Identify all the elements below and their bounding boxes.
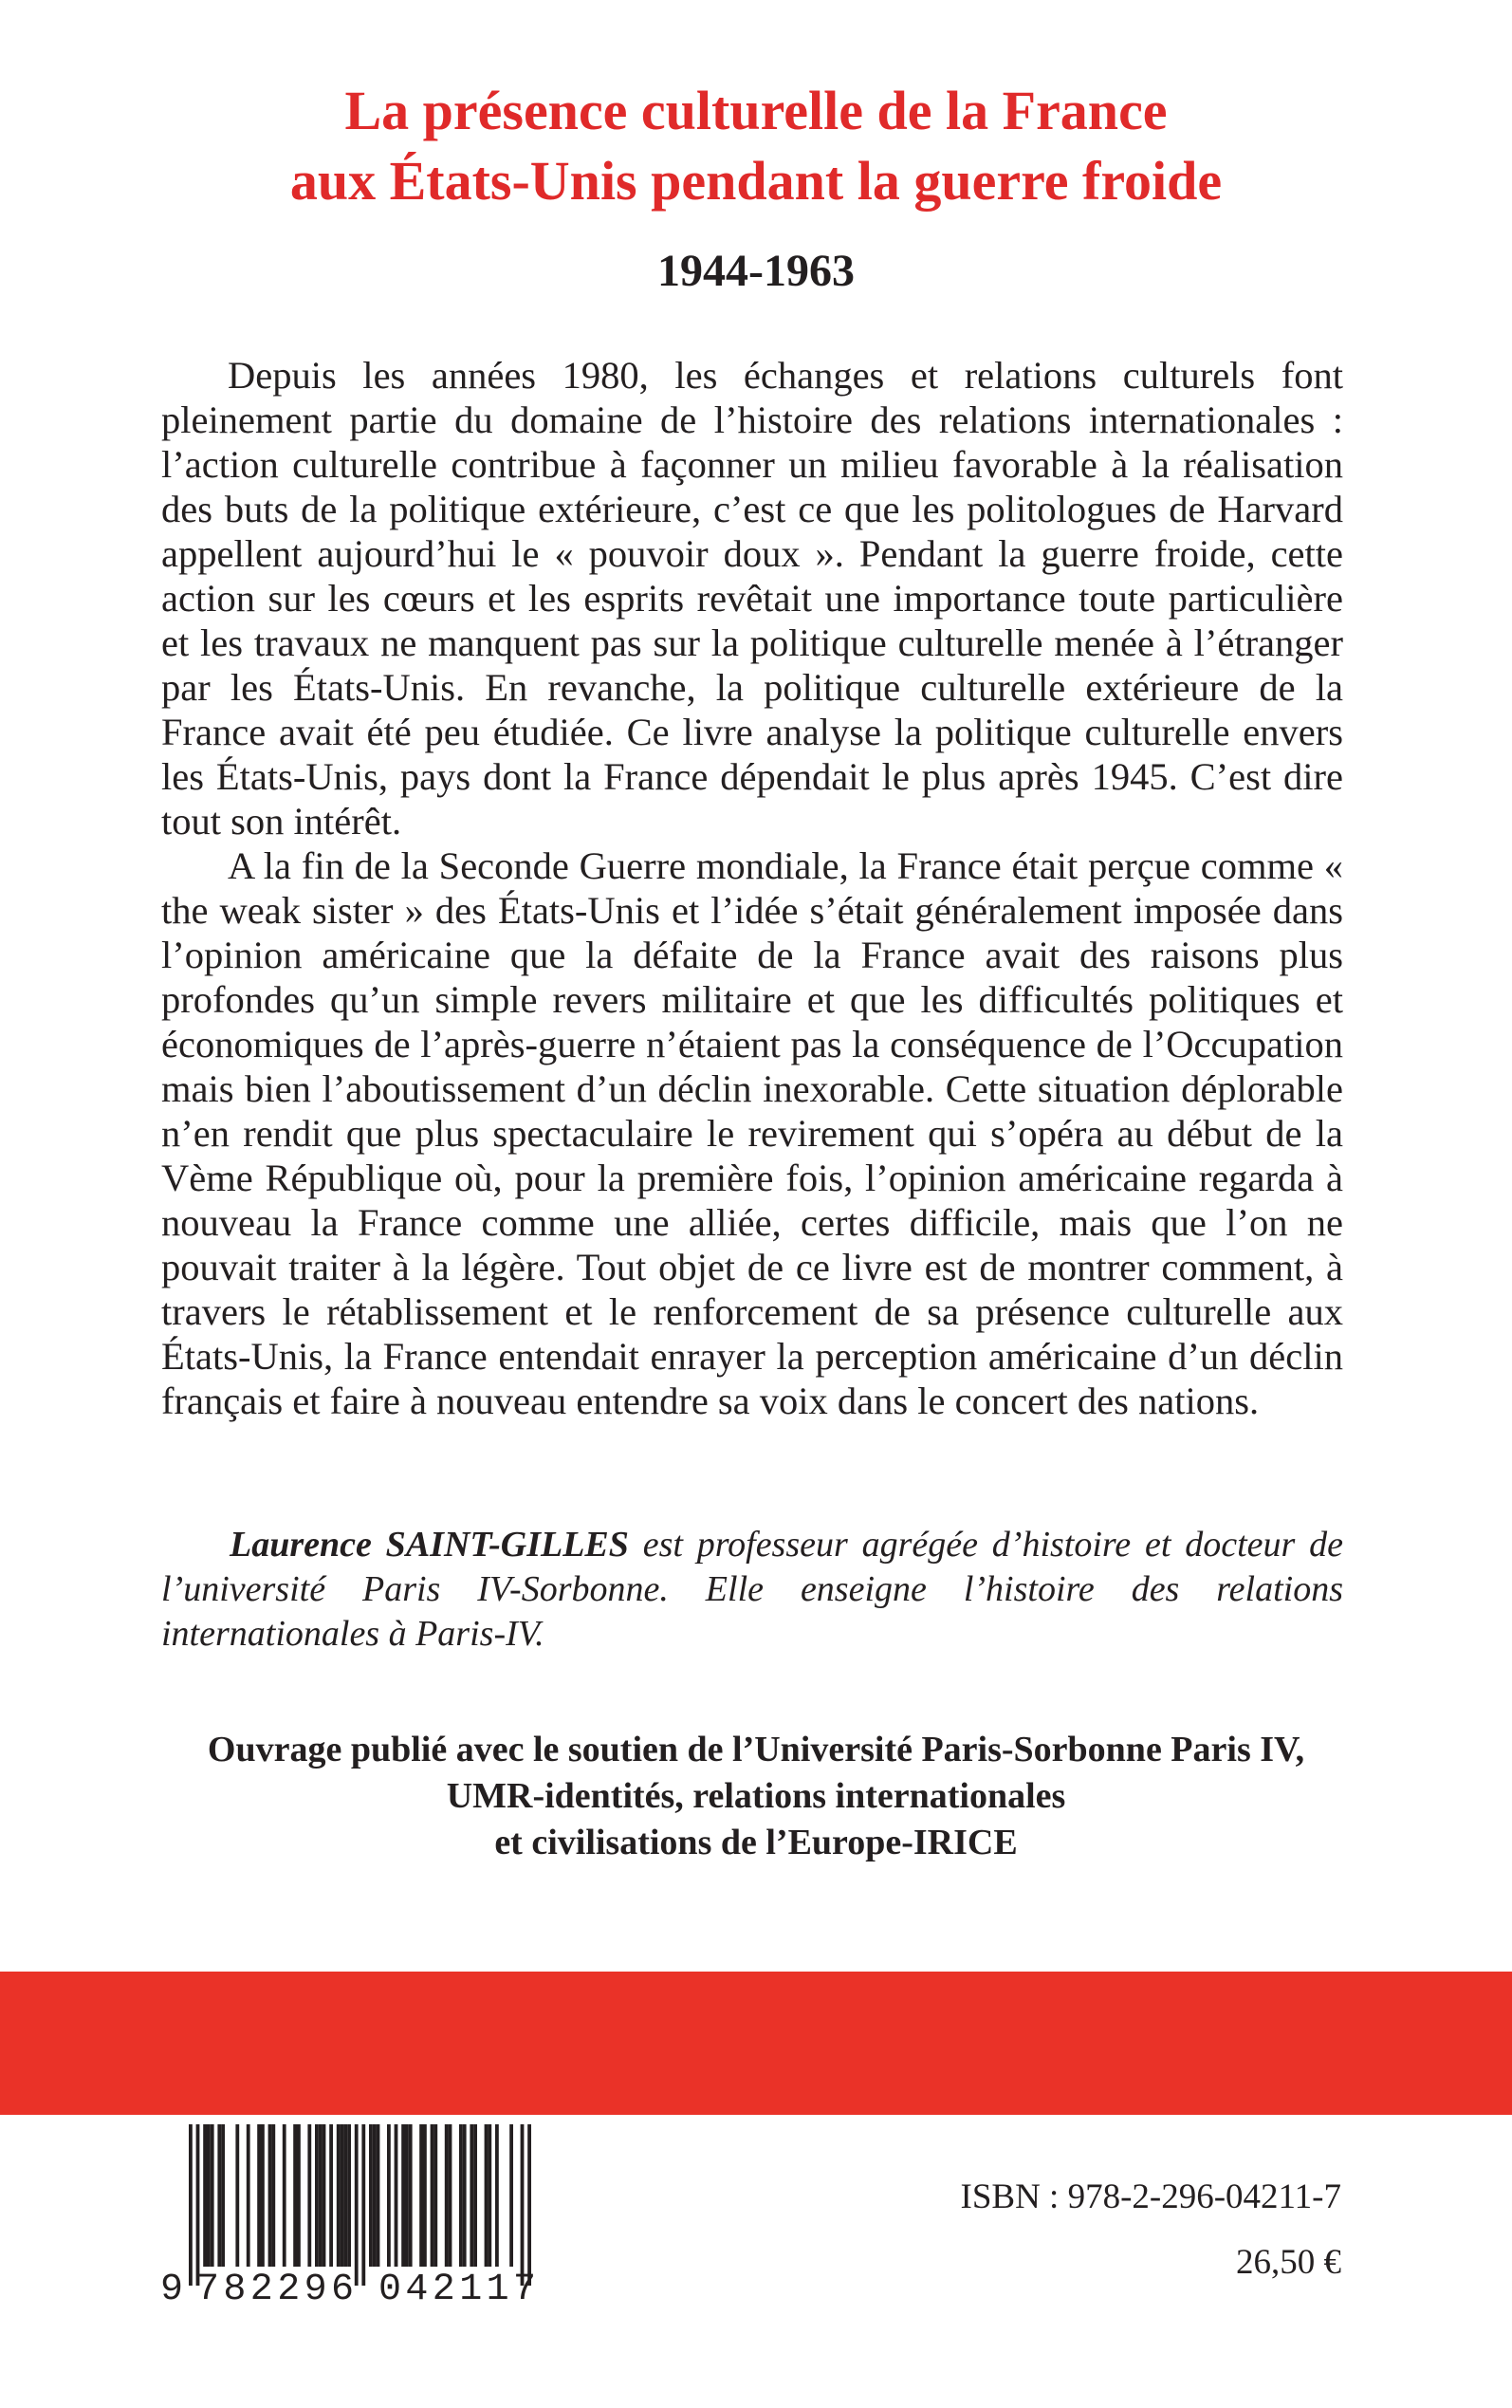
barcode-bar (329, 2124, 333, 2267)
barcode-bar (485, 2124, 489, 2267)
barcode-bar (445, 2124, 449, 2267)
barcode-bar (307, 2124, 311, 2267)
barcode-bar (196, 2124, 200, 2286)
barcode-bar (449, 2124, 452, 2267)
barcode-bar (283, 2124, 286, 2267)
barcode-bar (261, 2124, 265, 2267)
book-title-line-1: La présence culturelle de la France (344, 80, 1168, 141)
red-band (0, 1972, 1512, 2115)
barcode-bar (319, 2124, 323, 2267)
barcode-bar (433, 2124, 437, 2267)
barcode-left-digits: 782296 (196, 2269, 354, 2306)
barcode-bar (405, 2124, 409, 2267)
barcode-bar (297, 2124, 301, 2267)
barcode-bar (207, 2124, 211, 2267)
barcode-bar (373, 2124, 377, 2267)
barcode-bar (463, 2124, 467, 2267)
barcode-bar (459, 2124, 463, 2267)
barcode-bar (235, 2124, 239, 2267)
barcode-bar (419, 2124, 423, 2267)
barcode-bar (423, 2124, 427, 2267)
barcode-bar (509, 2124, 513, 2267)
barcode-bar (473, 2124, 477, 2267)
summary-paragraph-1: Depuis les années 1980, les échanges et relations culturels font pleinement partie du domaine de l’histoire des relations internationales : l’action culturelle contribue à façonner un milieu favorable à la réalisation des buts de la politique extérieure, c’est ce que les politologues de Harvard appellent aujourd’hui le « pouvoir doux ». Pendant la guerre froide, cette action sur les cœurs et les esprits revêtait une importance toute particulière et les travaux ne manquent pas sur la politique culturelle menée à l’étranger par les États-Unis. En revanche, la politique culturelle extérieure de la France avait été peu étudiée. Ce livre analyse la politique culturelle envers les États-Unis, pays dont la France dépendait le plus après 1945. C’est dire tout son intérêt. (161, 354, 1343, 843)
barcode-prefix-digit: 9 (160, 2269, 184, 2306)
barcode-bar (203, 2124, 207, 2267)
barcode-bar (377, 2124, 380, 2267)
barcode-bar (521, 2124, 525, 2286)
barcode-right-digits: 042117 (378, 2269, 536, 2306)
barcode-bar (211, 2124, 214, 2267)
barcode-bar (341, 2124, 344, 2267)
isbn: ISBN : 978-2-296-04211-7 (960, 2177, 1341, 2216)
barcode-bar (293, 2124, 297, 2267)
support-line-3: et civilisations de l’Europe-IRICE (494, 1823, 1018, 1862)
price: 26,50 € (1236, 2243, 1341, 2282)
barcode-bar (323, 2124, 326, 2267)
barcode-bar (369, 2124, 373, 2267)
barcode-bar (355, 2124, 359, 2286)
barcode-bar (527, 2124, 531, 2286)
barcode-bar (257, 2124, 261, 2267)
barcode-bar (488, 2124, 491, 2267)
barcode-bars (189, 2124, 531, 2286)
author-name: Laurence SAINT-GILLES (230, 1525, 629, 1565)
summary-paragraph-2: A la fin de la Seconde Guerre mondiale, la France était perçue comme « the weak sister » des États-Unis et l’idée s’était généralement imposée dans l’opinion américaine que la défaite de la France avait des raisons plus profondes qu’un simple revers militaire et que les difficultés politiques et économiques de l’après-guerre n’étaient pas la conséquence de l’Occupation mais bien l’aboutissement d’un déclin inexorable. Cette situation déplorable n’en rendit que plus spectaculaire le revirement qui s’opéra au début de la Vème République où, pour la première fois, l’opinion américaine regarda à nouveau la France comme une alliée, certes difficile, mais que l’on ne pouvait traiter à la légère. Tout objet de ce livre est de montrer comment, à travers le rétablissement et le renforcement de sa présence culturelle aux États-Unis, la France entendait enrayer la perception américaine d’un déclin français et faire à nouveau entendre sa voix dans le concert des nations. (161, 844, 1343, 1422)
barcode-bar (217, 2124, 221, 2267)
barcode (147, 2121, 602, 2306)
barcode-bar (268, 2124, 272, 2267)
support-line-1: Ouvrage publié avec le soutien de l’Université Paris-Sorbonne Paris IV, (207, 1730, 1305, 1769)
barcode-bar (495, 2124, 499, 2267)
barcode-bar (247, 2124, 250, 2267)
barcode-bar (409, 2124, 413, 2267)
author-description: est professeur agrégée d’histoire et docteur de l’université Paris IV-Sorbonne. Elle enseigne l’histoire des relations internationales à Paris-IV. (161, 1525, 1343, 1654)
barcode-bar (395, 2124, 398, 2267)
barcode-bar (401, 2124, 405, 2267)
barcode-bar (337, 2124, 341, 2267)
barcode-bar (431, 2124, 434, 2267)
barcode-bar (347, 2124, 351, 2267)
book-title-line-2: aux États-Unis pendant la guerre froide (289, 150, 1223, 212)
support-line-2: UMR-identités, relations internationales (446, 1776, 1066, 1816)
barcode-bar (271, 2124, 275, 2267)
barcode-bar (470, 2124, 473, 2267)
barcode-graphic (147, 2121, 602, 2306)
barcode-bar (221, 2124, 225, 2267)
book-years: 1944-1963 (657, 246, 855, 296)
summary (161, 353, 1343, 1423)
barcode-bar (343, 2124, 347, 2267)
book-title (0, 76, 1512, 216)
barcode-bar (189, 2124, 193, 2286)
barcode-bar (315, 2124, 319, 2267)
author-bio (161, 1523, 1343, 1657)
barcode-bar (361, 2124, 365, 2286)
publication-support (0, 1727, 1512, 1866)
barcode-bar (387, 2124, 391, 2267)
